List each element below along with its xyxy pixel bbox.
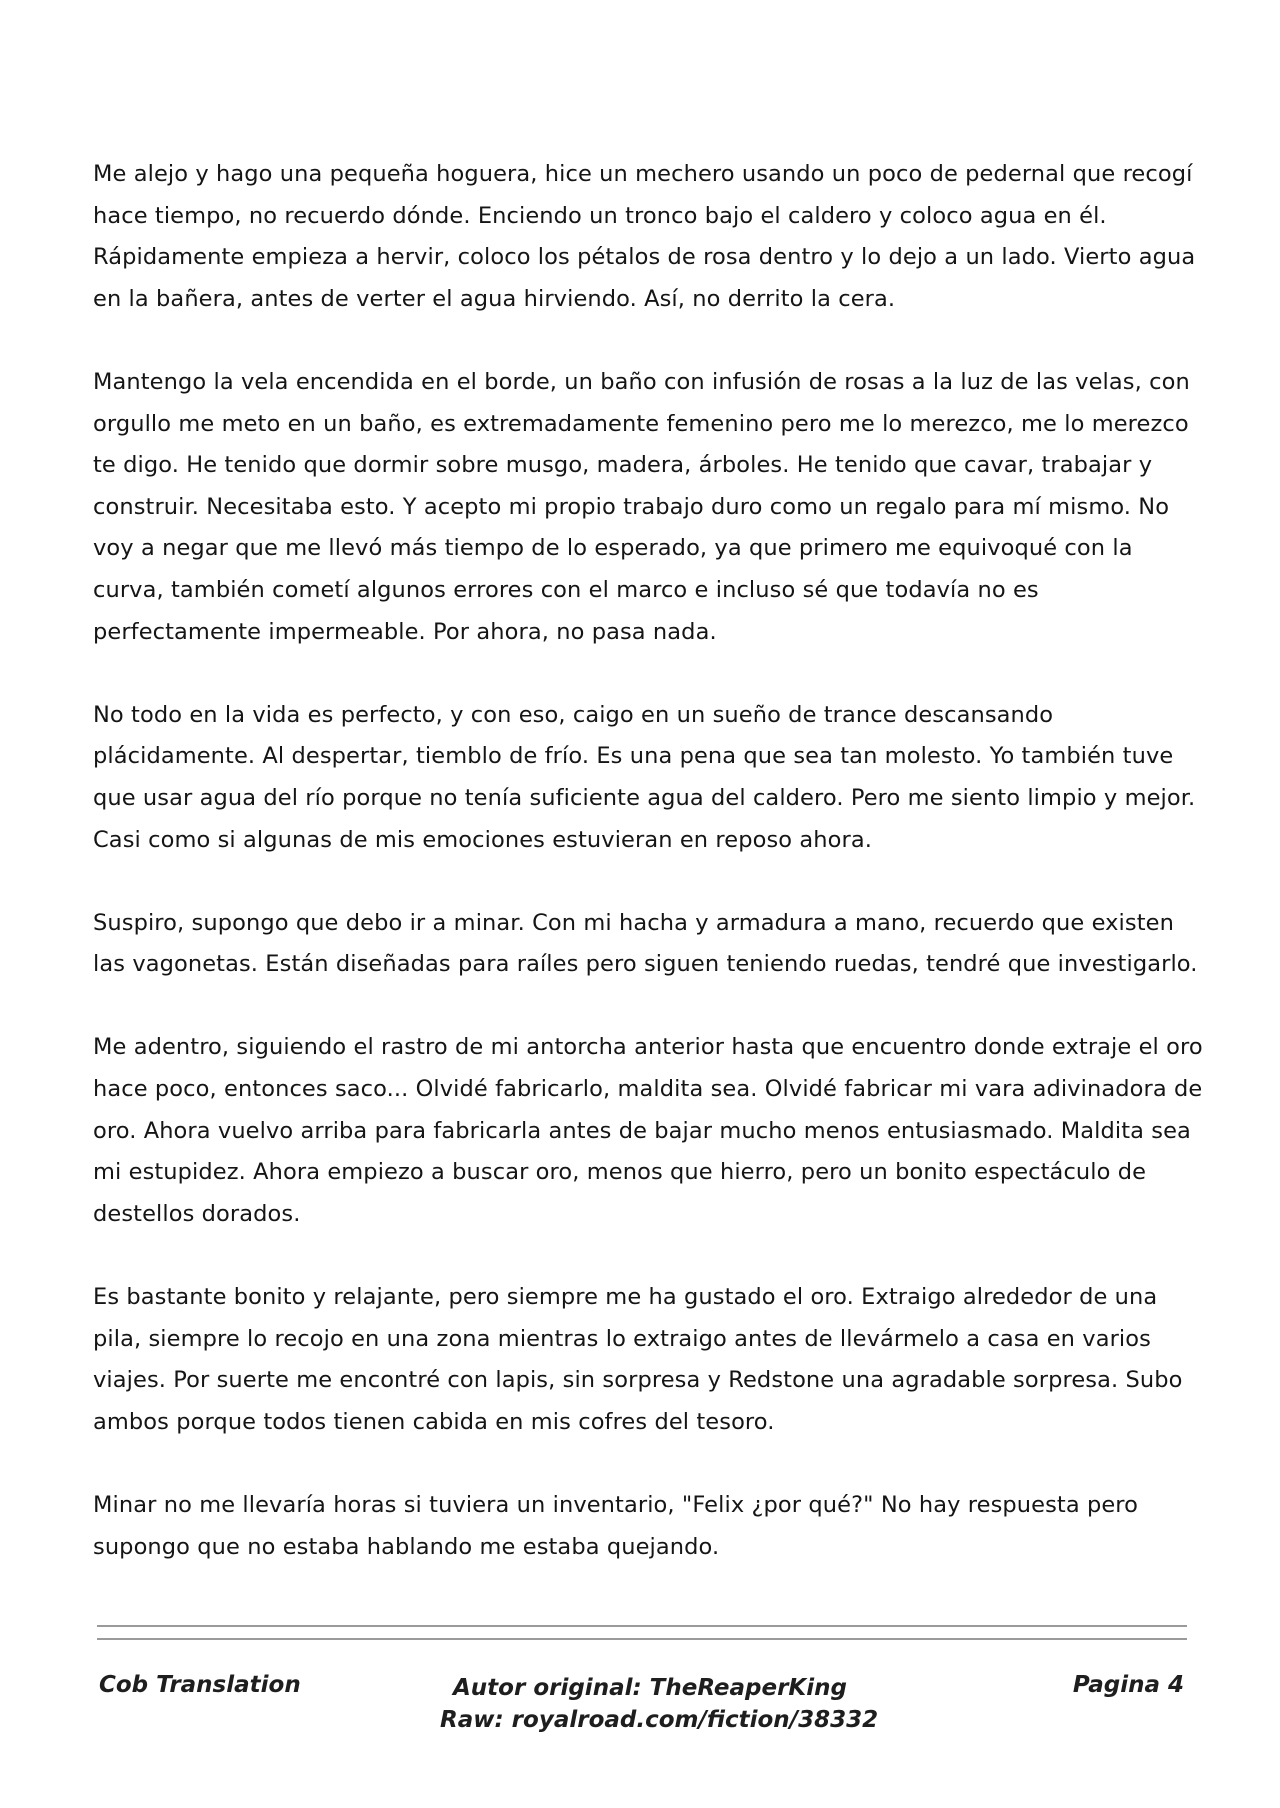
footer-translator: Cob Translation (99, 1672, 301, 1698)
footer-raw-source: Raw: royalroad.com/fiction/38332 (440, 1707, 879, 1733)
footer-page-number: Pagina 4 (1072, 1672, 1184, 1698)
paragraph-7: Minar no me llevaría horas si tuviera un inventario, "Felix ¿por qué?" No hay respuesta pero supongo que no estaba hablando me estaba quejando. (93, 1492, 1139, 1560)
paragraph-1: Me alejo y hago una pequeña hoguera, hice un mechero usando un poco de pedernal que recogí hace tiempo, no recuerdo dónde. Enciendo un tronco bajo el caldero y coloco agua en él. Rápidamente empieza a hervir, coloco los pétalos de rosa dentro y lo dejo a un lado. Vierto agua en la bañera, antes de verter el agua hirviendo. Así, no derrito la cera. (93, 161, 1196, 312)
footer-author: Autor original: TheReaperKing (453, 1675, 847, 1701)
body-text (93, 154, 1203, 1568)
paragraph-5: Me adentro, siguiendo el rastro de mi antorcha anterior hasta que encuentro donde extraje el oro hace poco, entonces saco... Olvidé fabricarlo, maldita sea. Olvidé fabricar mi vara adivinadora de oro. Ahora vuelvo arriba para fabricarla antes de bajar mucho menos entusiasmado. Maldita sea mi estupidez. Ahora empiezo a buscar oro, menos que hierro, pero un bonito espectáculo de destellos dorados. (93, 1034, 1203, 1227)
paragraph-6: Es bastante bonito y relajante, pero siempre me ha gustado el oro. Extraigo alrededor de una pila, siempre lo recojo en una zona mientras lo extraigo antes de llevármelo a casa en varios viajes. Por suerte me encontré con lapis, sin sorpresa y Redstone una agradable sorpresa. Subo ambos porque todos tienen cabida en mis cofres del tesoro. (93, 1284, 1183, 1435)
footer-divider-bottom (97, 1638, 1187, 1640)
paragraph-2: Mantengo la vela encendida en el borde, un baño con infusión de rosas a la luz de las velas, con orgullo me meto en un baño, es extremadamente femenino pero me lo merezco, me lo merezco te digo. He tenido que dormir sobre musgo, madera, árboles. He tenido que cavar, trabajar y construir. Necesitaba esto. Y acepto mi propio trabajo duro como un regalo para mí mismo. No voy a negar que me llevó más tiempo de lo esperado, ya que primero me equivoqué con la curva, también cometí algunos errores con el marco e incluso sé que todavía no es perfectamente impermeable. Por ahora, no pasa nada. (93, 368, 1190, 645)
footer-divider-top (97, 1625, 1187, 1627)
footer-credits (440, 1672, 879, 1736)
paragraph-4: Suspiro, supongo que debo ir a minar. Con mi hacha y armadura a mano, recuerdo que existen las vagonetas. Están diseñadas para raíles pero siguen teniendo ruedas, tendré que investigarlo. (93, 909, 1198, 978)
paragraph-3: No todo en la vida es perfecto, y con eso, caigo en un sueño de trance descansando plácidamente. Al despertar, tiemblo de frío. Es una pena que sea tan molesto. Yo también tuve que usar agua del río porque no tenía suficiente agua del caldero. Pero me siento limpio y mejor. Casi como si algunas de mis emociones estuvieran en reposo ahora. (93, 701, 1196, 853)
